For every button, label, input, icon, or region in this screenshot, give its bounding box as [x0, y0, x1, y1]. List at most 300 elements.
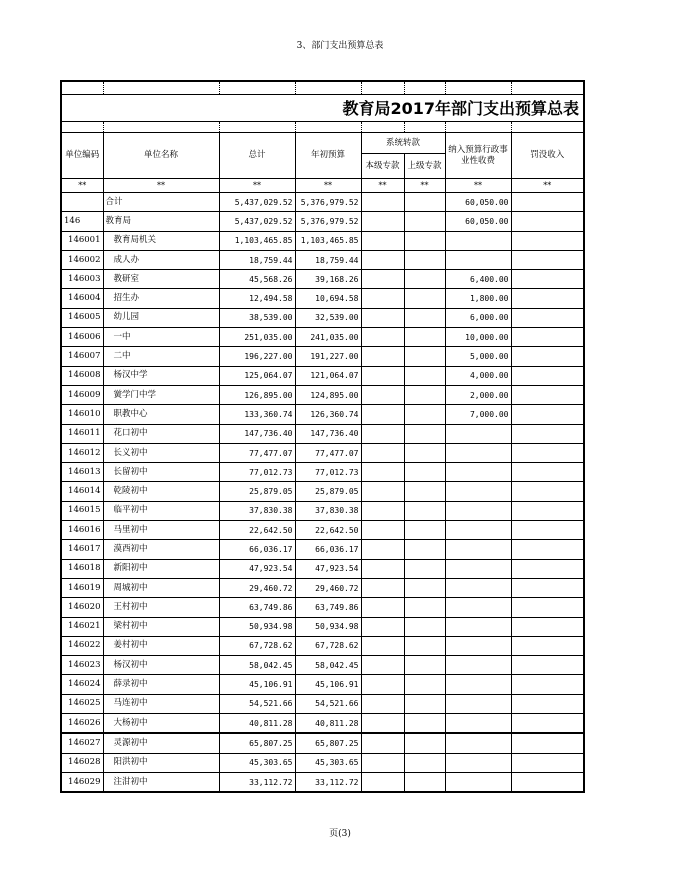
unit-name-cell: 阳洪初中	[103, 753, 219, 772]
this-level-cell	[361, 193, 404, 212]
upper-level-cell	[404, 193, 445, 212]
total-cell: 67,728.62	[219, 636, 295, 655]
total-cell: 77,477.07	[219, 443, 295, 462]
unit-name-cell: 成人办	[103, 250, 219, 269]
unit-name-cell: 薛录初中	[103, 675, 219, 694]
admin-fees-cell	[445, 656, 511, 675]
this-level-cell	[361, 714, 404, 734]
table-row	[61, 482, 584, 501]
table-row	[61, 521, 584, 540]
unit-code-cell: 146013	[61, 463, 103, 482]
fines-cell	[511, 385, 584, 404]
unit-code-cell: 146018	[61, 559, 103, 578]
total-cell: 50,934.98	[219, 617, 295, 636]
total-cell: 45,568.26	[219, 270, 295, 289]
admin-fees-cell: 10,000.00	[445, 328, 511, 347]
total-cell: 25,879.05	[219, 482, 295, 501]
initial-budget-cell: 22,642.50	[295, 521, 361, 540]
this-level-cell	[361, 270, 404, 289]
this-level-cell	[361, 250, 404, 269]
table-row	[61, 501, 584, 520]
admin-fees-cell: 1,800.00	[445, 289, 511, 308]
admin-fees-cell	[445, 578, 511, 597]
admin-fees-cell	[445, 617, 511, 636]
initial-budget-cell: 65,807.25	[295, 733, 361, 753]
fines-cell	[511, 521, 584, 540]
unit-code-cell: 146025	[61, 694, 103, 713]
total-cell: 12,494.58	[219, 289, 295, 308]
initial-budget-cell: 77,477.07	[295, 443, 361, 462]
star-cell: **	[219, 179, 295, 193]
initial-budget-cell: 39,168.26	[295, 270, 361, 289]
this-level-cell	[361, 347, 404, 366]
this-level-cell	[361, 212, 404, 231]
total-cell: 18,759.44	[219, 250, 295, 269]
this-level-cell	[361, 366, 404, 385]
this-level-cell	[361, 385, 404, 404]
star-cell: **	[103, 179, 219, 193]
unit-name-cell: 幼儿园	[103, 308, 219, 327]
admin-fees-cell	[445, 501, 511, 520]
total-cell: 66,036.17	[219, 540, 295, 559]
admin-fees-cell	[445, 540, 511, 559]
unit-name-cell: 杨汉中学	[103, 366, 219, 385]
admin-fees-cell	[445, 714, 511, 734]
unit-code-cell: 146020	[61, 598, 103, 617]
this-level-cell	[361, 289, 404, 308]
this-level-cell	[361, 231, 404, 250]
total-cell: 45,106.91	[219, 675, 295, 694]
fines-cell	[511, 482, 584, 501]
unit-code-cell: 146009	[61, 385, 103, 404]
total-cell: 37,830.38	[219, 501, 295, 520]
initial-budget-cell: 1,103,465.85	[295, 231, 361, 250]
unit-name-cell: 周城初中	[103, 578, 219, 597]
table-row	[61, 694, 584, 713]
upper-level-cell	[404, 328, 445, 347]
total-cell: 45,303.65	[219, 753, 295, 772]
fines-cell	[511, 559, 584, 578]
initial-budget-cell: 10,694.58	[295, 289, 361, 308]
admin-fees-cell	[445, 694, 511, 713]
admin-fees-cell: 7,000.00	[445, 405, 511, 424]
star-cell: **	[404, 179, 445, 193]
total-cell: 133,360.74	[219, 405, 295, 424]
total-cell: 22,642.50	[219, 521, 295, 540]
unit-name-cell: 长义初中	[103, 443, 219, 462]
unit-code-cell: 146029	[61, 772, 103, 792]
unit-name-cell: 注泔初中	[103, 772, 219, 792]
table-title: 教育局2017年部门支出预算总表	[61, 95, 584, 122]
this-level-cell	[361, 482, 404, 501]
star-cell: **	[361, 179, 404, 193]
this-level-cell	[361, 733, 404, 753]
upper-level-cell	[404, 559, 445, 578]
unit-name-cell: 黉学门中学	[103, 385, 219, 404]
table-row	[61, 212, 584, 231]
fines-cell	[511, 501, 584, 520]
this-level-cell	[361, 636, 404, 655]
table-row	[61, 463, 584, 482]
budget-table	[60, 80, 585, 793]
upper-level-cell	[404, 385, 445, 404]
fines-cell	[511, 250, 584, 269]
unit-name-cell: 马里初中	[103, 521, 219, 540]
unit-code-cell: 146003	[61, 270, 103, 289]
unit-code-cell: 146002	[61, 250, 103, 269]
fines-cell	[511, 753, 584, 772]
table-row	[61, 598, 584, 617]
this-level-cell	[361, 675, 404, 694]
total-cell: 196,227.00	[219, 347, 295, 366]
unit-code-cell: 146010	[61, 405, 103, 424]
upper-level-cell	[404, 598, 445, 617]
fines-cell	[511, 540, 584, 559]
total-cell: 147,736.40	[219, 424, 295, 443]
upper-level-cell	[404, 463, 445, 482]
page-footer-note: 页(3)	[329, 829, 351, 839]
table-row	[61, 289, 584, 308]
total-cell: 29,460.72	[219, 578, 295, 597]
initial-budget-cell: 77,012.73	[295, 463, 361, 482]
unit-code-cell: 146021	[61, 617, 103, 636]
admin-fees-cell	[445, 753, 511, 772]
fines-cell	[511, 270, 584, 289]
this-level-cell	[361, 521, 404, 540]
total-cell: 5,437,029.52	[219, 212, 295, 231]
initial-budget-cell: 40,811.28	[295, 714, 361, 734]
fines-cell	[511, 675, 584, 694]
total-cell: 1,103,465.85	[219, 231, 295, 250]
this-level-cell	[361, 308, 404, 327]
this-level-cell	[361, 463, 404, 482]
fines-cell	[511, 212, 584, 231]
initial-budget-cell: 66,036.17	[295, 540, 361, 559]
table-row	[61, 559, 584, 578]
unit-name-cell: 姜村初中	[103, 636, 219, 655]
this-level-cell	[361, 424, 404, 443]
upper-level-cell	[404, 501, 445, 520]
this-level-cell	[361, 772, 404, 792]
table-row	[61, 424, 584, 443]
upper-level-cell	[404, 250, 445, 269]
admin-fees-cell	[445, 521, 511, 540]
table-row	[61, 443, 584, 462]
unit-code-cell: 146004	[61, 289, 103, 308]
initial-budget-cell: 54,521.66	[295, 694, 361, 713]
fines-cell	[511, 424, 584, 443]
initial-budget-cell: 5,376,979.52	[295, 212, 361, 231]
initial-budget-cell: 124,895.00	[295, 385, 361, 404]
table-row	[61, 308, 584, 327]
fines-cell	[511, 289, 584, 308]
initial-budget-cell: 241,035.00	[295, 328, 361, 347]
fines-cell	[511, 231, 584, 250]
admin-fees-cell	[445, 675, 511, 694]
upper-level-cell	[404, 231, 445, 250]
upper-level-cell	[404, 482, 445, 501]
table-row	[61, 193, 584, 212]
initial-budget-cell: 67,728.62	[295, 636, 361, 655]
this-level-cell	[361, 753, 404, 772]
upper-level-cell	[404, 443, 445, 462]
initial-budget-cell: 50,934.98	[295, 617, 361, 636]
total-cell: 77,012.73	[219, 463, 295, 482]
table-row	[61, 656, 584, 675]
header-row-1	[61, 133, 584, 154]
admin-fees-cell	[445, 636, 511, 655]
unit-code-cell: 146012	[61, 443, 103, 462]
admin-fees-cell	[445, 424, 511, 443]
admin-fees-cell	[445, 772, 511, 792]
unit-name-cell: 二中	[103, 347, 219, 366]
unit-code-cell: 146028	[61, 753, 103, 772]
header-system-transfer: 系统转款	[361, 133, 445, 154]
unit-code-cell: 146001	[61, 231, 103, 250]
spacer-row	[61, 122, 584, 133]
admin-fees-cell	[445, 482, 511, 501]
unit-code-cell: 146006	[61, 328, 103, 347]
fines-cell	[511, 405, 584, 424]
initial-budget-cell: 47,923.54	[295, 559, 361, 578]
table-row	[61, 347, 584, 366]
upper-level-cell	[404, 617, 445, 636]
table-row	[61, 328, 584, 347]
unit-code-cell: 146027	[61, 733, 103, 753]
fines-cell	[511, 694, 584, 713]
fines-cell	[511, 636, 584, 655]
stars-row	[61, 179, 584, 193]
admin-fees-cell: 5,000.00	[445, 347, 511, 366]
unit-name-cell: 教育局机关	[103, 231, 219, 250]
initial-budget-cell: 25,879.05	[295, 482, 361, 501]
unit-code-cell: 146023	[61, 656, 103, 675]
upper-level-cell	[404, 366, 445, 385]
unit-name-cell: 王村初中	[103, 598, 219, 617]
fines-cell	[511, 328, 584, 347]
unit-name-cell: 职教中心	[103, 405, 219, 424]
initial-budget-cell: 37,830.38	[295, 501, 361, 520]
initial-budget-cell: 45,303.65	[295, 753, 361, 772]
unit-code-cell: 146019	[61, 578, 103, 597]
unit-code-cell: 146008	[61, 366, 103, 385]
admin-fees-cell	[445, 443, 511, 462]
star-cell: **	[295, 179, 361, 193]
total-cell: 54,521.66	[219, 694, 295, 713]
initial-budget-cell: 121,064.07	[295, 366, 361, 385]
table-row	[61, 270, 584, 289]
upper-level-cell	[404, 733, 445, 753]
unit-name-cell: 临平初中	[103, 501, 219, 520]
unit-name-cell: 长留初中	[103, 463, 219, 482]
fines-cell	[511, 733, 584, 753]
header-upper-level: 上级专款	[404, 154, 445, 179]
total-cell: 38,539.00	[219, 308, 295, 327]
unit-code-cell: 146005	[61, 308, 103, 327]
admin-fees-cell	[445, 733, 511, 753]
table-row	[61, 366, 584, 385]
header-total: 总计	[219, 133, 295, 179]
upper-level-cell	[404, 270, 445, 289]
top-dotted-row	[61, 81, 584, 95]
unit-name-cell: 教育局	[103, 212, 219, 231]
unit-name-cell: 杨汉初中	[103, 656, 219, 675]
table-row	[61, 772, 584, 792]
unit-name-cell: 教研室	[103, 270, 219, 289]
title-row	[61, 95, 584, 122]
table-row	[61, 405, 584, 424]
header-unit-code: 单位编码	[61, 133, 103, 179]
total-cell: 47,923.54	[219, 559, 295, 578]
initial-budget-cell: 126,360.74	[295, 405, 361, 424]
initial-budget-cell: 5,376,979.52	[295, 193, 361, 212]
upper-level-cell	[404, 656, 445, 675]
unit-name-cell: 灵源初中	[103, 733, 219, 753]
table-row	[61, 675, 584, 694]
fines-cell	[511, 772, 584, 792]
this-level-cell	[361, 540, 404, 559]
initial-budget-cell: 29,460.72	[295, 578, 361, 597]
total-cell: 33,112.72	[219, 772, 295, 792]
initial-budget-cell: 33,112.72	[295, 772, 361, 792]
upper-level-cell	[404, 405, 445, 424]
total-cell: 63,749.86	[219, 598, 295, 617]
unit-code-cell: 146022	[61, 636, 103, 655]
unit-name-cell: 马连初中	[103, 694, 219, 713]
unit-code-cell	[61, 193, 103, 212]
total-cell: 40,811.28	[219, 714, 295, 734]
unit-name-cell: 梁村初中	[103, 617, 219, 636]
unit-code-cell: 146015	[61, 501, 103, 520]
star-cell: **	[61, 179, 103, 193]
admin-fees-cell	[445, 231, 511, 250]
unit-code-cell: 146007	[61, 347, 103, 366]
unit-code-cell: 146	[61, 212, 103, 231]
fines-cell	[511, 366, 584, 385]
admin-fees-cell	[445, 559, 511, 578]
fines-cell	[511, 617, 584, 636]
initial-budget-cell: 32,539.00	[295, 308, 361, 327]
upper-level-cell	[404, 212, 445, 231]
table-row	[61, 753, 584, 772]
unit-name-cell: 合计	[103, 193, 219, 212]
header-fines: 罚没收入	[511, 133, 584, 179]
unit-code-cell: 146017	[61, 540, 103, 559]
upper-level-cell	[404, 289, 445, 308]
admin-fees-cell	[445, 598, 511, 617]
fines-cell	[511, 598, 584, 617]
header-admin-fees: 纳入预算行政事业性收费	[445, 133, 511, 179]
upper-level-cell	[404, 675, 445, 694]
this-level-cell	[361, 559, 404, 578]
upper-level-cell	[404, 694, 445, 713]
unit-code-cell: 146026	[61, 714, 103, 734]
star-cell: **	[511, 179, 584, 193]
upper-level-cell	[404, 753, 445, 772]
total-cell: 65,807.25	[219, 733, 295, 753]
page-header-note: 3、部门支出预算总表	[296, 41, 384, 51]
this-level-cell	[361, 443, 404, 462]
admin-fees-cell: 2,000.00	[445, 385, 511, 404]
header-initial-budget: 年初预算	[295, 133, 361, 179]
unit-code-cell: 146014	[61, 482, 103, 501]
total-cell: 126,895.00	[219, 385, 295, 404]
unit-name-cell: 新阳初中	[103, 559, 219, 578]
this-level-cell	[361, 656, 404, 675]
upper-level-cell	[404, 347, 445, 366]
upper-level-cell	[404, 772, 445, 792]
admin-fees-cell	[445, 463, 511, 482]
fines-cell	[511, 193, 584, 212]
upper-level-cell	[404, 714, 445, 734]
table-row	[61, 250, 584, 269]
fines-cell	[511, 308, 584, 327]
initial-budget-cell: 147,736.40	[295, 424, 361, 443]
admin-fees-cell: 6,000.00	[445, 308, 511, 327]
star-cell: **	[445, 179, 511, 193]
table-row	[61, 733, 584, 753]
initial-budget-cell: 18,759.44	[295, 250, 361, 269]
upper-level-cell	[404, 578, 445, 597]
upper-level-cell	[404, 540, 445, 559]
total-cell: 251,035.00	[219, 328, 295, 347]
this-level-cell	[361, 501, 404, 520]
table-row	[61, 636, 584, 655]
fines-cell	[511, 578, 584, 597]
unit-name-cell: 大杨初中	[103, 714, 219, 734]
table-row	[61, 385, 584, 404]
fines-cell	[511, 714, 584, 734]
this-level-cell	[361, 578, 404, 597]
this-level-cell	[361, 598, 404, 617]
unit-code-cell: 146024	[61, 675, 103, 694]
this-level-cell	[361, 694, 404, 713]
unit-code-cell: 146016	[61, 521, 103, 540]
initial-budget-cell: 63,749.86	[295, 598, 361, 617]
admin-fees-cell: 4,000.00	[445, 366, 511, 385]
this-level-cell	[361, 617, 404, 636]
unit-name-cell: 花口初中	[103, 424, 219, 443]
total-cell: 58,042.45	[219, 656, 295, 675]
admin-fees-cell	[445, 250, 511, 269]
table-row	[61, 617, 584, 636]
total-cell: 5,437,029.52	[219, 193, 295, 212]
admin-fees-cell: 60,050.00	[445, 212, 511, 231]
fines-cell	[511, 463, 584, 482]
upper-level-cell	[404, 636, 445, 655]
table-row	[61, 578, 584, 597]
table-row	[61, 714, 584, 734]
unit-name-cell: 乾陵初中	[103, 482, 219, 501]
admin-fees-cell: 60,050.00	[445, 193, 511, 212]
unit-code-cell: 146011	[61, 424, 103, 443]
table-row	[61, 540, 584, 559]
unit-name-cell: 招生办	[103, 289, 219, 308]
total-cell: 125,064.07	[219, 366, 295, 385]
fines-cell	[511, 347, 584, 366]
admin-fees-cell: 6,400.00	[445, 270, 511, 289]
this-level-cell	[361, 328, 404, 347]
unit-name-cell: 一中	[103, 328, 219, 347]
unit-name-cell: 漠西初中	[103, 540, 219, 559]
initial-budget-cell: 191,227.00	[295, 347, 361, 366]
header-this-level: 本级专款	[361, 154, 404, 179]
upper-level-cell	[404, 521, 445, 540]
initial-budget-cell: 45,106.91	[295, 675, 361, 694]
fines-cell	[511, 443, 584, 462]
upper-level-cell	[404, 424, 445, 443]
upper-level-cell	[404, 308, 445, 327]
